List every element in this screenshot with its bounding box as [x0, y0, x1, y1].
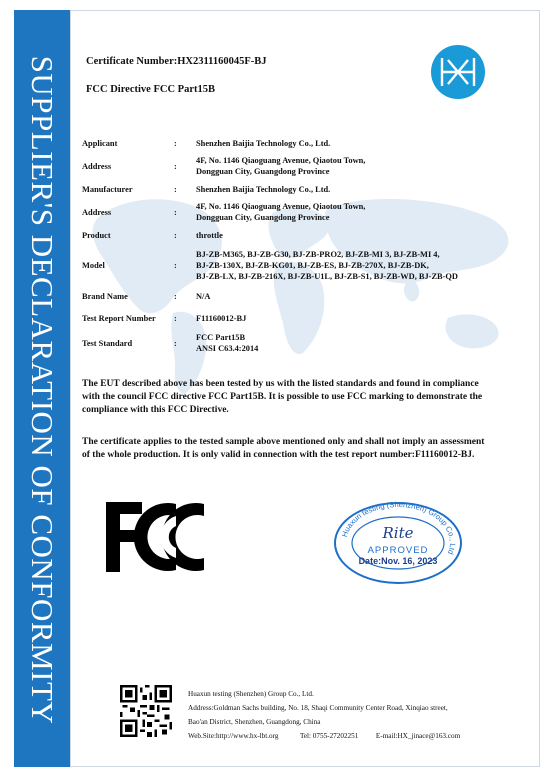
stamp-ring-text: Huaxun testing (Shenzhen) Group Co., Ltd — [339, 501, 458, 556]
certificate-details-table — [82, 133, 522, 357]
info-row — [82, 133, 522, 153]
info-row — [82, 307, 522, 329]
footer-company: Huaxun testing (Shenzhen) Group Co., Ltd. — [188, 690, 314, 698]
info-colon: : — [174, 207, 177, 217]
info-label: Test Standard — [82, 338, 133, 348]
info-value: F11160012-BJ — [196, 313, 247, 323]
footer-tel: Tel: 0755-27202251 — [299, 732, 359, 740]
info-label: Address — [82, 161, 112, 171]
info-row — [82, 179, 522, 199]
huaxun-logo-icon — [430, 44, 486, 100]
info-colon: : — [174, 138, 177, 148]
footer-contact — [188, 687, 508, 743]
stamp-approved: APPROVED — [367, 545, 429, 556]
info-colon: : — [174, 230, 177, 240]
info-colon: : — [174, 313, 177, 323]
sidebar-title: SUPPLIER'S DECLARATION OF CONFORMITY — [25, 55, 60, 725]
info-label: Address — [82, 207, 112, 217]
stamp-date: Date:Nov. 16, 2023 — [358, 556, 438, 566]
footer-address-line-2: Bao'an District, Shenzhen, Guangdong, China — [188, 718, 321, 726]
info-label: Manufacturer — [82, 184, 133, 194]
directive-title: FCC Directive FCC Part15B — [86, 84, 215, 95]
info-colon: : — [174, 184, 177, 194]
certificate-number-label: Certificate Number: — [86, 56, 178, 67]
info-row — [82, 245, 522, 285]
compliance-statement: The EUT described above has been tested by us with the listed standards and found in compliance with the council FCC directive FCC Part15B. It is possible to use FCC marking to demonstrate the compliance with this FCC Directive. — [82, 379, 483, 415]
stamp-signature: Rite — [382, 524, 414, 542]
fcc-logo-icon — [104, 498, 216, 576]
footer-email[interactable]: E-mail:HX_jinace@163.com — [375, 732, 461, 740]
info-colon: : — [174, 260, 177, 270]
info-value: FCC Part15B ANSI C63.4:2014 — [196, 333, 259, 353]
info-label: Model — [82, 260, 105, 270]
info-label: Applicant — [82, 138, 118, 148]
certificate-number-value: HX2311160045F-BJ — [177, 56, 267, 67]
info-label: Test Report Number — [82, 313, 156, 323]
info-value: Shenzhen Baijia Technology Co., Ltd. — [196, 184, 331, 194]
info-value: Shenzhen Baijia Technology Co., Ltd. — [196, 138, 331, 148]
info-value: 4F, No. 1146 Qiaoguang Avenue, Qiaotou Town, Dongguan City, Guangdong Province — [196, 156, 366, 176]
applicability-statement: The certificate applies to the tested sample above mentioned only and shall not imply an assessment of the whole production. It is only valid in connection with the test report number:F11160012-BJ. — [82, 437, 485, 460]
info-value: throttle — [196, 230, 223, 240]
info-colon: : — [174, 161, 177, 171]
info-row — [82, 153, 522, 179]
info-label: Product — [82, 230, 111, 240]
info-row — [82, 329, 522, 357]
info-colon: : — [174, 338, 177, 348]
info-value: 4F, No. 1146 Qiaoguang Avenue, Qiaotou Town, Dongguan City, Guangdong Province — [196, 202, 366, 222]
footer-website[interactable]: Web.Site:http://www.hx-lbt.org — [188, 732, 279, 740]
certificate-number — [86, 56, 267, 67]
approval-stamp — [332, 501, 464, 585]
info-row — [82, 225, 522, 245]
info-value: BJ-ZB-M365, BJ-ZB-G30, BJ-ZB-PRO2, BJ-ZB-MI 3, BJ-ZB-MI 4, BJ-ZB-130X, BJ-ZB-KG01, BJ-ZB-ES, BJ-ZB-270X, BJ-ZB-DK, BJ-ZB-LX, BJ-ZB-216X, BJ-ZB-U1L, BJ-ZB-S1, BJ-ZB-WD, BJ-ZB-QD — [196, 249, 458, 281]
info-label: Brand Name — [82, 291, 128, 301]
info-row — [82, 285, 522, 307]
info-colon: : — [174, 291, 177, 301]
info-value: N/A — [196, 291, 211, 301]
qr-code — [120, 685, 172, 737]
footer-address-line-1: Address:Goldman Sachs building, No. 18, Shaqi Community Center Road, Xinqiao street, — [188, 704, 448, 712]
info-row — [82, 199, 522, 225]
